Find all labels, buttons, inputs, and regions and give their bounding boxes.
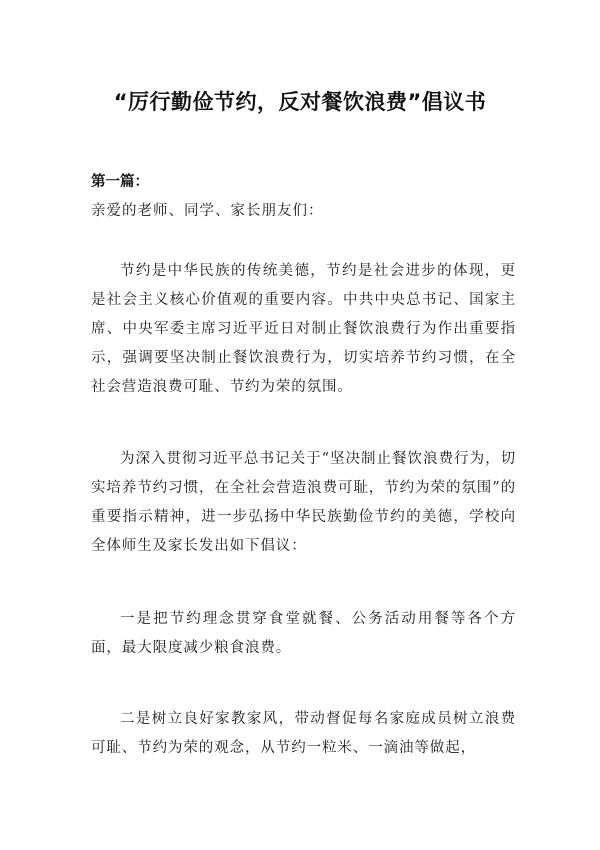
paragraph-2: 为深入贯彻习近平总书记关于“坚决制止餐饮浪费行为，切实培养节约习惯，在全社会营造浪费可耻，节约为荣的氛围”的重要指示精神，进一步弘扬中华民族勤俭节约的美德，学校向全体师生及家长发出如下倡议： [91, 451, 516, 554]
salutation: 亲爱的老师、同学、家长朋友们： [91, 203, 324, 219]
document-title: “厉行勤俭节约，反对餐饮浪费”倡议书 [113, 90, 487, 114]
section-heading: 第一篇： [91, 174, 149, 190]
paragraph-4: 二是树立良好家教家风，带动督促每名家庭成员树立浪费可耻、节约为荣的观念，从节约一粒米、一滴油等做起， [91, 711, 516, 756]
paragraph-1: 节约是中华民族的传统美德，节约是社会进步的体现，更是社会主义核心价值观的重要内容。中共中央总书记、国家主席、中央军委主席习近平近日对制止餐饮浪费行为作出重要指示，强调要坚决制止餐饮浪费行为，切实培养节约习惯，在全社会营造浪费可耻、节约为荣的氛围。 [91, 263, 516, 395]
paragraph-3: 一是把节约理念贯穿食堂就餐、公务活动用餐等各个方面，最大限度减少粮食浪费。 [91, 611, 516, 656]
